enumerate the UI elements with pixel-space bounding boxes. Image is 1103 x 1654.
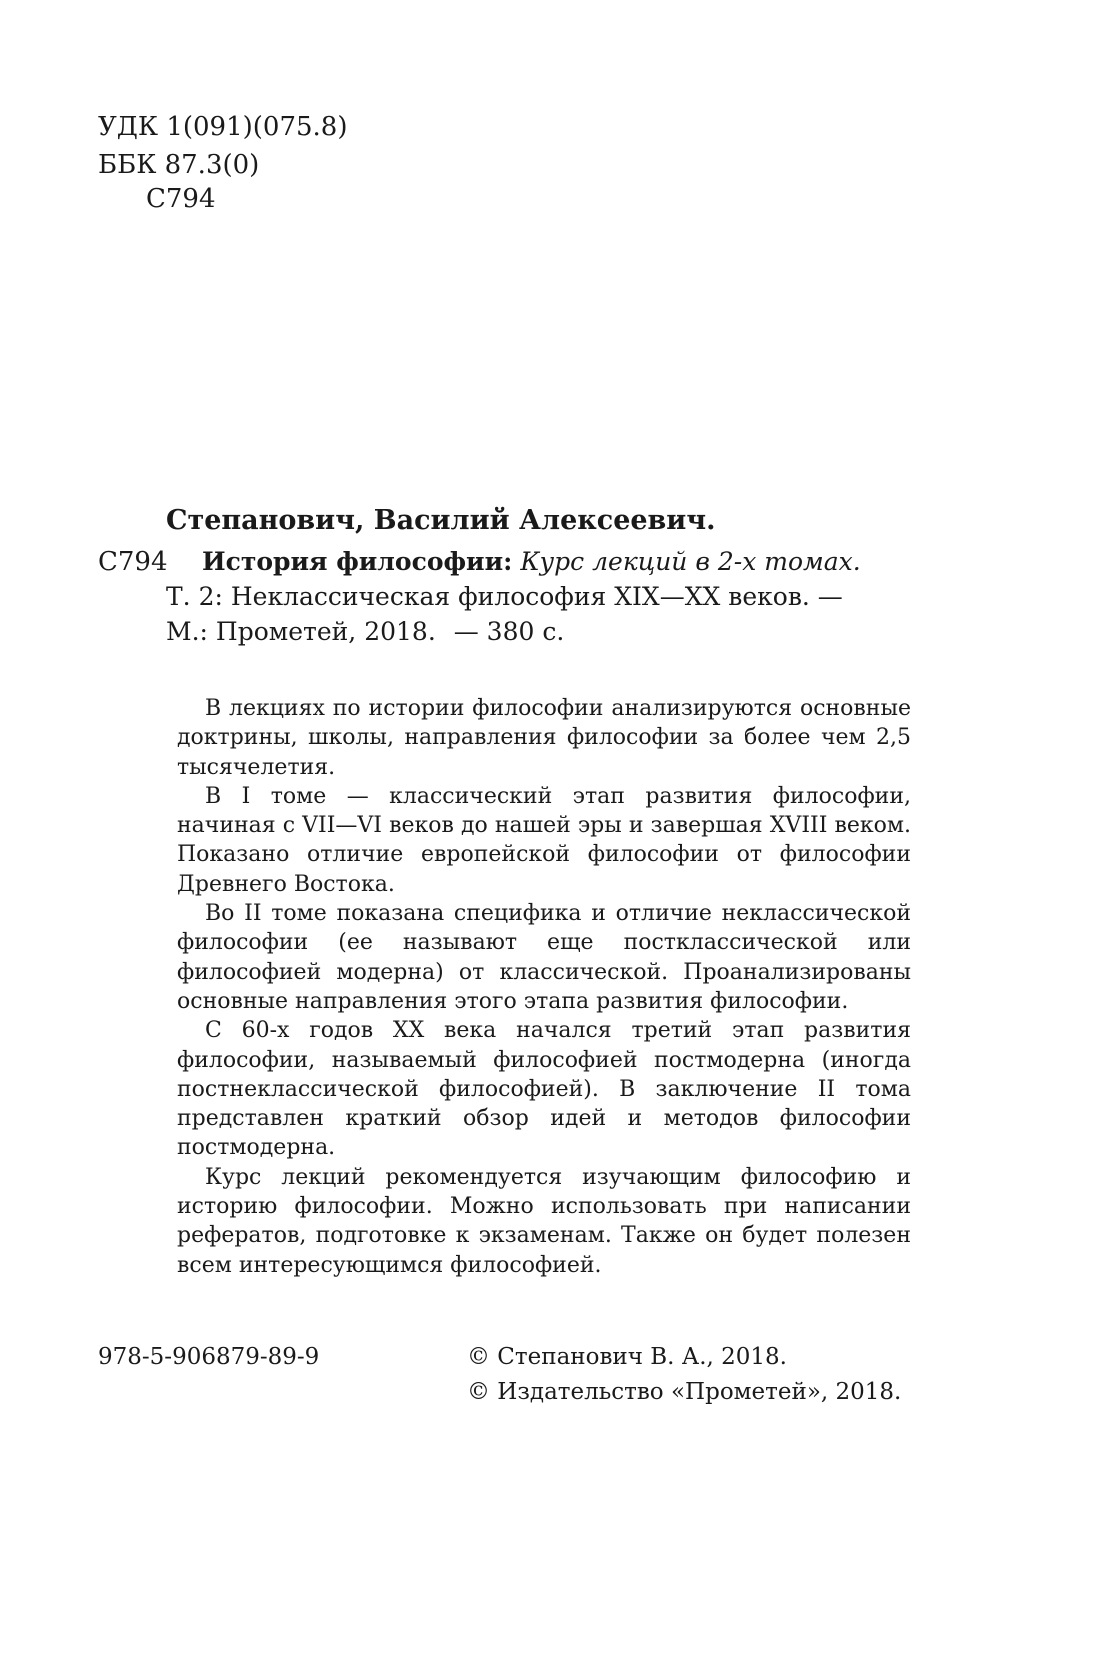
entry-pages: 380 с.: [486, 617, 565, 646]
entry-imprint: М.: Прометей, 2018.: [166, 617, 436, 646]
entry-title-line: [202, 546, 861, 578]
bbk-index: ББК 87.3(0): [98, 150, 260, 180]
udk-index: УДК 1(091)(075.8): [98, 112, 348, 142]
annotation-paragraph: Курс лекций рекомендуется изучающим философию и историю философии. Можно использовать при написании рефератов, подготовке к экзаменам. Также он будет полезен всем интересующимся философией.: [177, 1164, 911, 1278]
author-mark: С794: [146, 184, 216, 214]
entry-author: Степанович, Василий Алексеевич.: [166, 505, 716, 536]
annotation: [177, 694, 911, 1280]
isbn: 978-5-906879-89-9: [98, 1344, 320, 1370]
entry-imprint-line: [166, 616, 564, 648]
annotation-paragraph: В I томе — классический этап развития философии, начиная с VII—VI веков до нашей эры и завершая XVIII веком. Показано отличие европейской философии от философии Древнего Востока.: [177, 783, 911, 897]
annotation-paragraph: В лекциях по истории философии анализируются основные доктрины, школы, направления философии за более чем 2,5 тысячелетия.: [177, 696, 911, 780]
entry-code: С794: [98, 547, 168, 577]
entry-volume: Т. 2: Неклассическая философия XIX—XX веков. —: [166, 582, 843, 611]
entry-title: История философии:: [202, 547, 513, 576]
entry-subtitle: Курс лекций в 2-х томах.: [520, 547, 861, 576]
copyright-author: © Степанович В. А., 2018.: [467, 1344, 787, 1370]
annotation-paragraph: С 60-х годов XX века начался третий этап развития философии, называемый философией постмодерна (иногда постнеклассической философией). В заключение II тома представлен краткий обзор идей и методов философии постмодерна.: [177, 1018, 911, 1161]
entry-dash: —: [453, 617, 479, 646]
copyright-publisher: © Издательство «Прометей», 2018.: [467, 1379, 902, 1405]
annotation-paragraph: Во II томе показана специфика и отличие неклассической философии (ее называют еще постклассической или философией модерна) от классической. Проанализированы основные направления этого этапа развития философии.: [177, 901, 911, 1014]
